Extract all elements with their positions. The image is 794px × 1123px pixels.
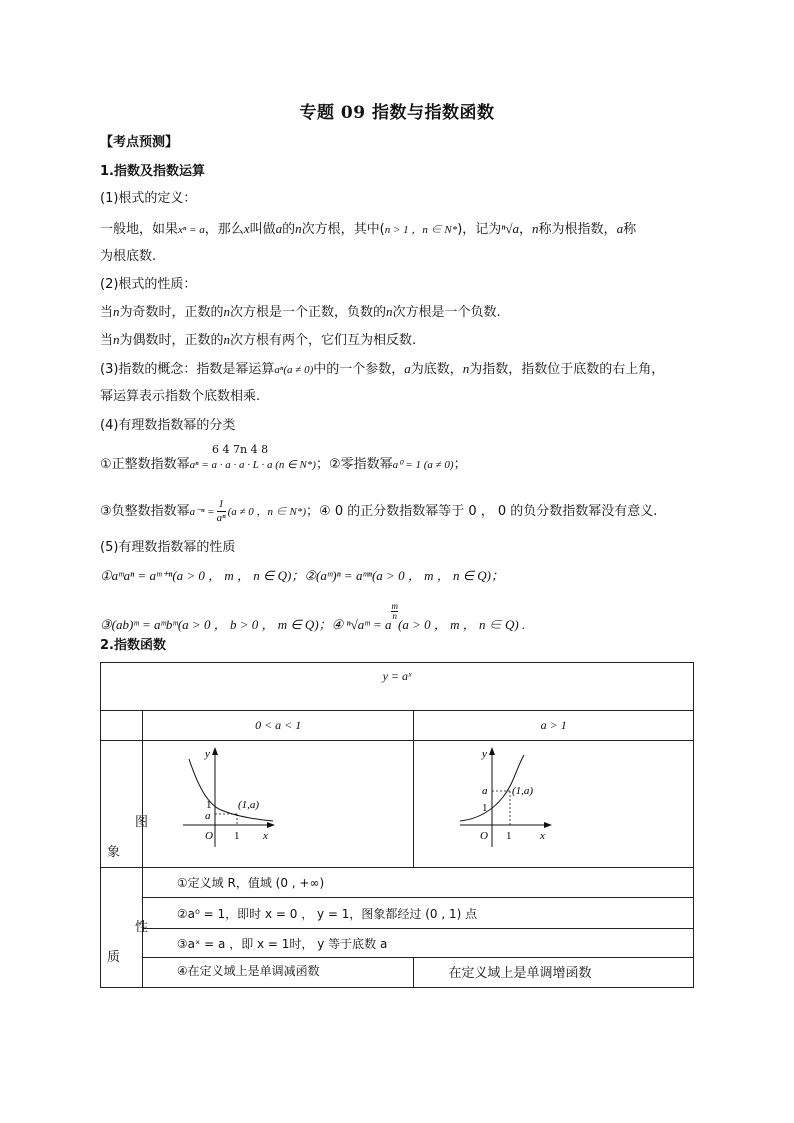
graph-label-1: 图 (135, 815, 149, 830)
text: ；④ 0 的正分数指数幂等于 0 ， 0 的负分数指数幂没有意义. (306, 504, 658, 519)
var: a (275, 221, 283, 236)
properties-line-1: ①aᵐaⁿ = aᵐ⁺ⁿ(a > 0 ， m ， n ∈ Q)；②(aᵐ)ⁿ = aᵐⁿ(a > 0 ， m ， n ∈ Q)； (100, 568, 504, 583)
formula: aⁿ = a · a · a · L · a (n ∈ N*) (189, 459, 316, 471)
graph-decreasing-cell (142, 741, 414, 868)
text: ③负整数指数幂 (100, 504, 190, 519)
table-condition-row (101, 711, 694, 741)
var: n (223, 332, 231, 347)
var: n (462, 361, 470, 376)
text: )，记为 (457, 222, 502, 237)
y-axis-arrow (212, 747, 218, 755)
exponent-concept-line-2: 幂运算表示指数个底数相乘. (100, 389, 261, 404)
point-label: (1,a) (237, 799, 259, 811)
var: a (616, 221, 624, 236)
one-x-label: 1 (506, 830, 512, 842)
text: ； (453, 457, 467, 472)
graph-increasing-cell (414, 741, 694, 868)
negative-integer-power-line (100, 498, 740, 525)
text: 中的一个参数， (313, 362, 405, 377)
heading-1: 1.指数及指数运算 (100, 164, 205, 179)
p1-label: (1)根式的定义： (100, 191, 197, 206)
p2-label: (2)根式的性质： (100, 277, 197, 292)
x-axis-arrow (267, 822, 275, 828)
prop-label-2: 质 (107, 950, 121, 965)
exponent-concept-line (100, 359, 740, 380)
prop-label-1: 性 (135, 920, 149, 935)
y-axis-arrow (489, 747, 495, 755)
text: 当 (100, 333, 114, 348)
point-label: (1,a) (512, 785, 534, 797)
var: a (404, 361, 411, 376)
decreasing-graph (181, 747, 281, 852)
overbrace-label: 6 4 7n 4 8 (212, 443, 269, 456)
text: 一般地，如果 (100, 222, 179, 237)
formula: xⁿ = a (178, 224, 205, 236)
text: 称 (623, 222, 637, 237)
y-label: y (204, 748, 210, 760)
prop-1: ①定义域 R，值域 (0 , +∞) (142, 868, 693, 898)
p7-label: (5)有理数指数幂的性质 (100, 540, 236, 555)
one-y-label: 1 (482, 802, 488, 814)
graph-label-2: 象 (107, 845, 121, 860)
text: 称为根指数， (538, 222, 617, 237)
var: n (295, 221, 302, 236)
text: 次方根有两个，它们互为相反数. (230, 333, 417, 348)
one-y-label: 1 (205, 799, 212, 811)
table-prop-row-3 (101, 929, 694, 958)
var: n (223, 304, 231, 319)
origin-label: O (204, 830, 213, 842)
prop-4-right: 在定义域上是单调增函数 (414, 958, 694, 988)
x-label: x (540, 830, 546, 842)
table-prop-row-1 (101, 868, 694, 898)
root-definition-line (100, 219, 740, 240)
table-graph-row (101, 741, 694, 868)
table-prop-row-2 (101, 898, 694, 929)
fraction-denominator: n (392, 611, 397, 621)
formula: aⁿ(a ≠ 0) (274, 364, 314, 376)
text: 的 (282, 222, 296, 237)
text: ；②零指数幂 (315, 457, 393, 472)
formula: ⁿ√a (501, 221, 520, 236)
text: 为指数，指数位于底数的右上角， (469, 362, 665, 377)
properties-line-2 (100, 602, 740, 636)
page-title: 专题 09 指数与指数函数 (299, 103, 495, 123)
decreasing-curve (189, 759, 273, 821)
p5-label: (4)有理数指数幂的分类 (100, 418, 236, 433)
formula: n > 1 ，n ∈ N* (384, 224, 458, 236)
exponential-function-table (100, 662, 694, 988)
text: 为底数， (410, 362, 463, 377)
formula: (a ≠ 0 ，n ∈ N*) (227, 506, 307, 518)
x-label: x (262, 830, 268, 842)
var: n (386, 304, 393, 319)
positive-integer-power-line (100, 455, 740, 475)
odd-root-line (100, 302, 740, 323)
text: 次方根，其中( (301, 222, 385, 237)
section-tag: 【考点预测】 (100, 135, 179, 150)
formula: ③(ab)ᵐ = aᵐbᵐ(a > 0 ， b > 0 ， m ∈ Q)；④ ⁿ√aᵐ = a (100, 617, 392, 632)
var: x (243, 221, 250, 236)
formula: a⁻ⁿ = (189, 506, 215, 518)
text: 次方根是一个负数. (392, 305, 501, 320)
one-x-label: 1 (233, 830, 240, 842)
text: (3)指数的概念：指数是幂运算 (100, 362, 275, 377)
prop-2: ②a⁰ = 1，即时 x = 0 ， y = 1，图象都经过 (0 , 1) 点 (142, 898, 693, 929)
var: n (113, 332, 120, 347)
table-prop-row-4 (101, 958, 694, 988)
y-label: y (482, 748, 488, 760)
text: 为偶数时，正数的 (119, 333, 224, 348)
var: n (532, 221, 539, 236)
graph-row-label (101, 741, 149, 868)
text: 为奇数时，正数的 (119, 305, 224, 320)
text: ①正整数指数幂 (100, 457, 190, 472)
empty-cell (101, 711, 143, 741)
formula: a⁰ = 1 (a ≠ 0) (392, 459, 454, 471)
fraction-denominator: aⁿ (216, 512, 226, 524)
fraction-numerator: 1 (218, 498, 224, 510)
text: 当 (100, 305, 114, 320)
col-a-gt-1: a > 1 (414, 711, 694, 741)
heading-2: 2.指数函数 (100, 638, 166, 653)
increasing-graph (458, 747, 558, 852)
table-header-row (101, 663, 694, 711)
formula: (a > 0 ， m ， n ∈ Q) . (397, 617, 526, 632)
a-label: a (482, 785, 488, 797)
text: 次方根是一个正数，负数的 (230, 305, 387, 320)
root-definition-line-2: 为根底数. (100, 249, 157, 264)
origin-label: O (480, 830, 489, 842)
x-axis-arrow (544, 822, 552, 828)
text: ， (519, 222, 533, 237)
var: n (113, 304, 120, 319)
text: ，那么 (204, 222, 244, 237)
fraction (217, 498, 226, 525)
prop-row-label (101, 868, 149, 988)
text: 叫做 (249, 222, 276, 237)
even-root-line (100, 330, 740, 351)
prop-3: ③aˣ = a ，即 x = 1时， y 等于底数 a (142, 929, 693, 958)
a-label: a (204, 810, 211, 822)
col-0-lt-a-lt-1: 0 < a < 1 (142, 711, 414, 741)
fraction-numerator: m (391, 601, 398, 611)
table-header: y = aˣ (101, 663, 694, 711)
prop-4-left: ④在定义域上是单调减函数 (142, 958, 414, 988)
